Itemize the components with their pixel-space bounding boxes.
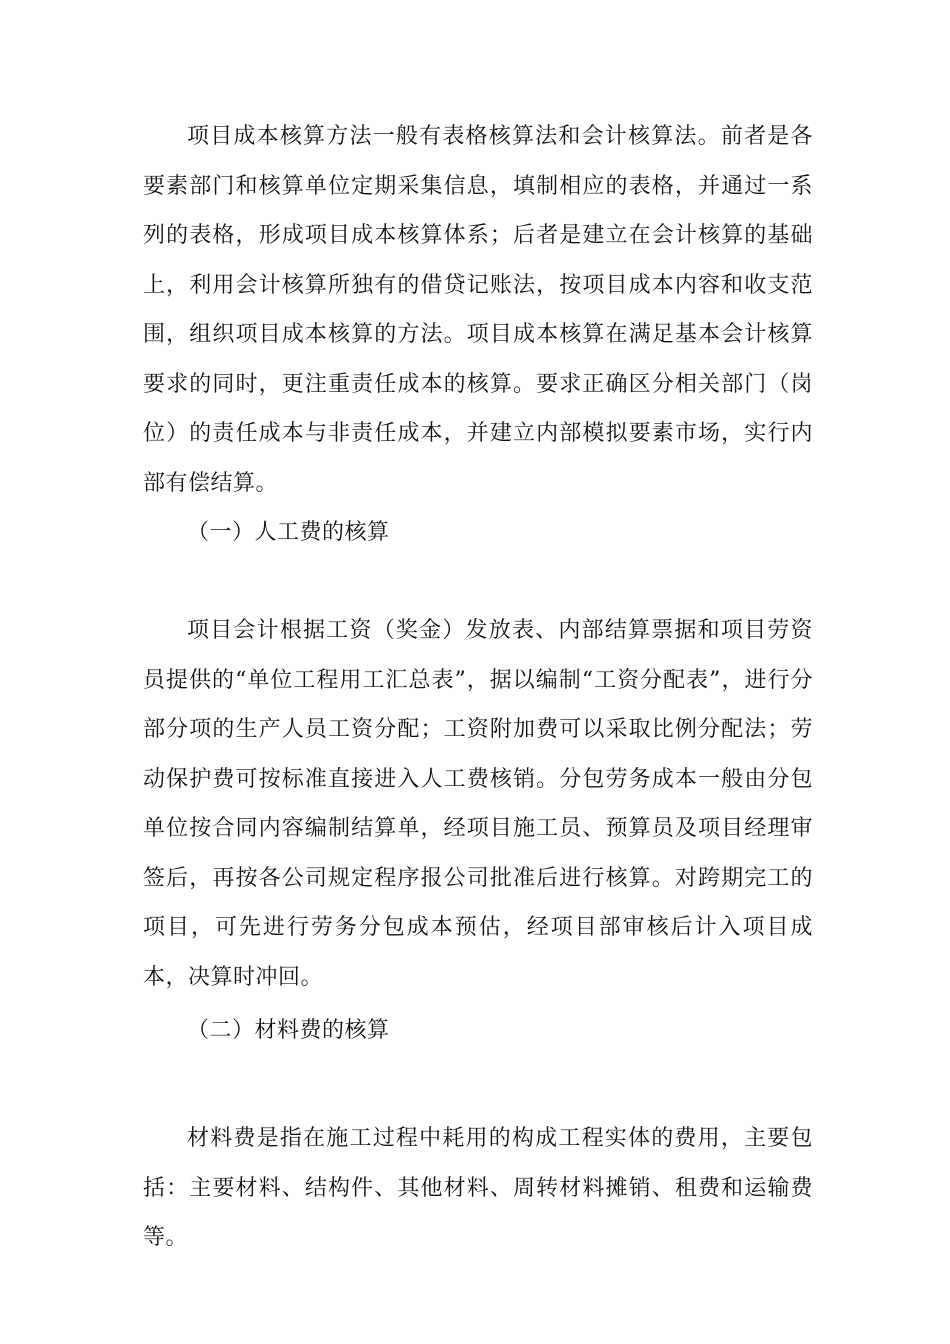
paragraph-material-cost: 材料费是指在施工过程中耗用的构成工程实体的费用，主要包括：主要材料、结构件、其他材料、周转材料摊销、租费和运输费等。 [143, 1126, 813, 1250]
paragraph-cost-accounting-methods: 项目成本核算方法一般有表格核算法和会计核算法。前者是各要素部门和核算单位定期采集信息，填制相应的表格，并通过一系列的表格，形成项目成本核算体系；后者是建立在会计核算的基础上，利用会计核算所独有的借贷记账法，按项目成本内容和收支范围，组织项目成本核算的方法。项目成本核算在满足基本会计核算要求的同时，更注重责任成本的核算。要求正确区分相关部门（岗位）的责任成本与非责任成本，并建立内部模拟要素市场，实行内部有偿结算。 [143, 124, 813, 496]
paragraph-labor-cost: 项目会计根据工资（奖金）发放表、内部结算票据和项目劳资员提供的“单位工程用工汇总表”，据以编制“工资分配表”，进行分部分项的生产人员工资分配；工资附加费可以采取比例分配法；劳动保护费可按标准直接进入人工费核销。分包劳务成本一般由分包单位按合同内容编制结算单，经项目施工员、预算员及项目经理审签后，再按各公司规定程序报公司批准后进行核算。对跨期完工的项目，可先进行劳务分包成本预估，经项目部审核后计入项目成本，决算时冲回。 [143, 618, 813, 990]
section-heading-material-cost: （二）材料费的核算 [187, 1018, 390, 1043]
section-heading-labor-cost: （一）人工费的核算 [187, 520, 390, 545]
